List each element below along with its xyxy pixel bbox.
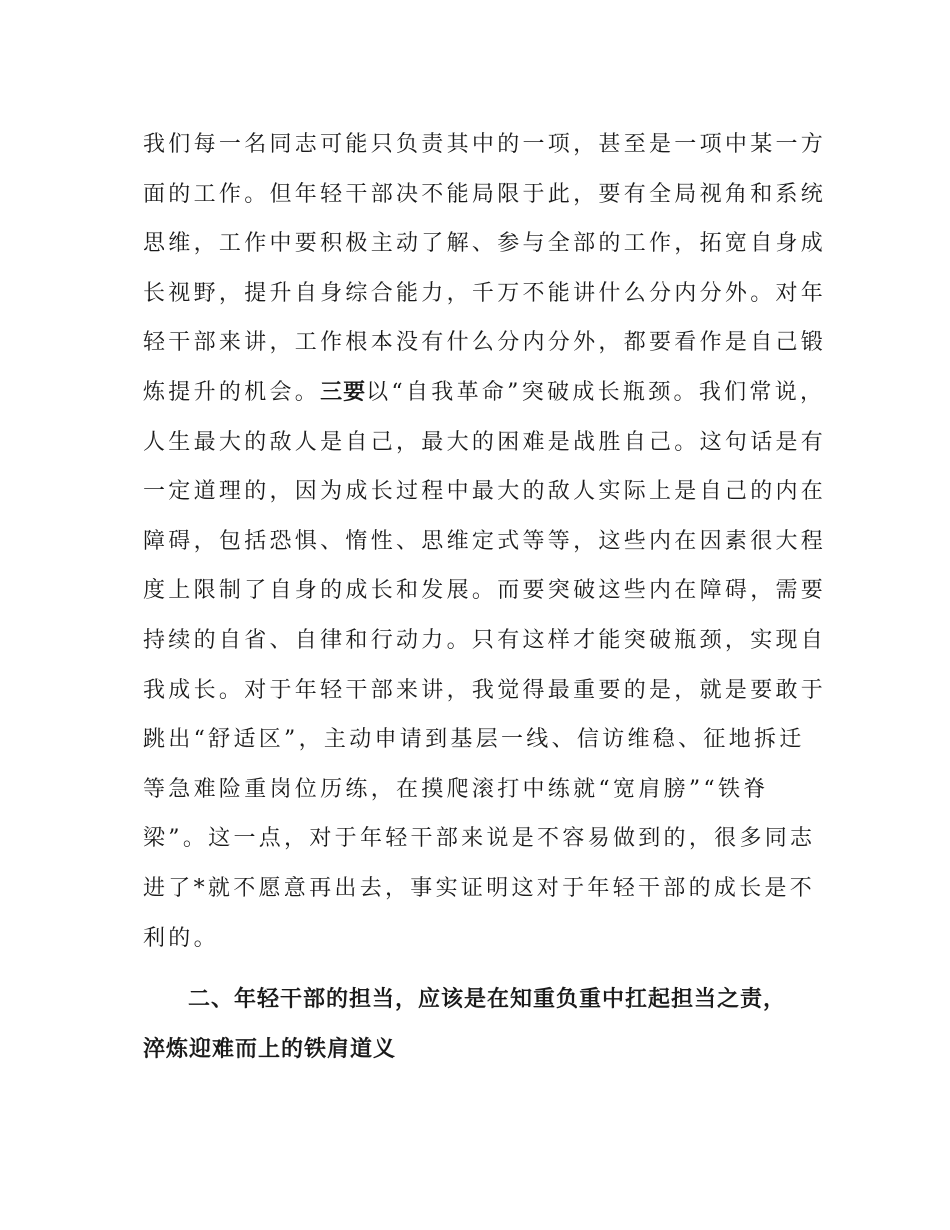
body-line-mixed	[143, 368, 826, 418]
body-line: 障碍，包括恐惧、惰性、思维定式等等，这些内在因素很大程	[143, 528, 827, 554]
body-line: 跳出“舒适区”，主动申请到基层一线、信访维稳、征地拆迁	[143, 727, 805, 753]
body-paragraph	[143, 120, 827, 963]
body-line: 长视野，提升自身综合能力，千万不能讲什么分内分外。对年	[143, 280, 827, 306]
body-line: 进了*就不愿意再出去，事实证明这对于年轻干部的成长是不	[143, 875, 816, 901]
body-line: 人生最大的敌人是自己，最大的困难是战胜自己。这句话是有	[143, 429, 827, 455]
body-line: 利的。	[143, 925, 219, 951]
line-text-after: 以“自我革命”突破成长瓶颈。我们常说，	[366, 379, 826, 405]
body-line: 持续的自省、自律和行动力。只有这样才能突破瓶颈，实现自	[143, 627, 827, 653]
body-line: 等急难险重岗位历练，在摸爬滚打中练就“宽肩膀”“铁脊	[143, 776, 769, 802]
body-line: 轻干部来讲，工作根本没有什么分内分外，都要看作是自己锻	[143, 330, 827, 356]
body-line: 梁”。这一点，对于年轻干部来说是不容易做到的，很多同志	[143, 826, 816, 852]
body-line: 我们每一名同志可能只负责其中的一项，甚至是一项中某一方	[143, 132, 827, 157]
body-line: 我成长。对于年轻干部来讲，我觉得最重要的是，就是要敢于	[143, 677, 827, 703]
body-line: 一定道理的，因为成长过程中最大的敌人实际上是自己的内在	[143, 479, 827, 505]
heading-line-2: 淬炼迎难而上的铁肩道义	[143, 1037, 397, 1062]
bold-emphasis: 三要	[320, 379, 367, 405]
section-heading	[143, 975, 833, 1075]
heading-line-1: 二、年轻干部的担当，应该是在知重负重中扛起担当之责，	[188, 987, 787, 1012]
line-text-before: 炼提升的机会。	[143, 379, 321, 405]
body-line: 度上限制了自身的成长和发展。而要突破这些内在障碍，需要	[143, 578, 827, 604]
body-line: 面的工作。但年轻干部决不能局限于此，要有全局视角和系统	[143, 181, 827, 207]
body-line: 思维，工作中要积极主动了解、参与全部的工作，拓宽自身成	[143, 231, 827, 257]
